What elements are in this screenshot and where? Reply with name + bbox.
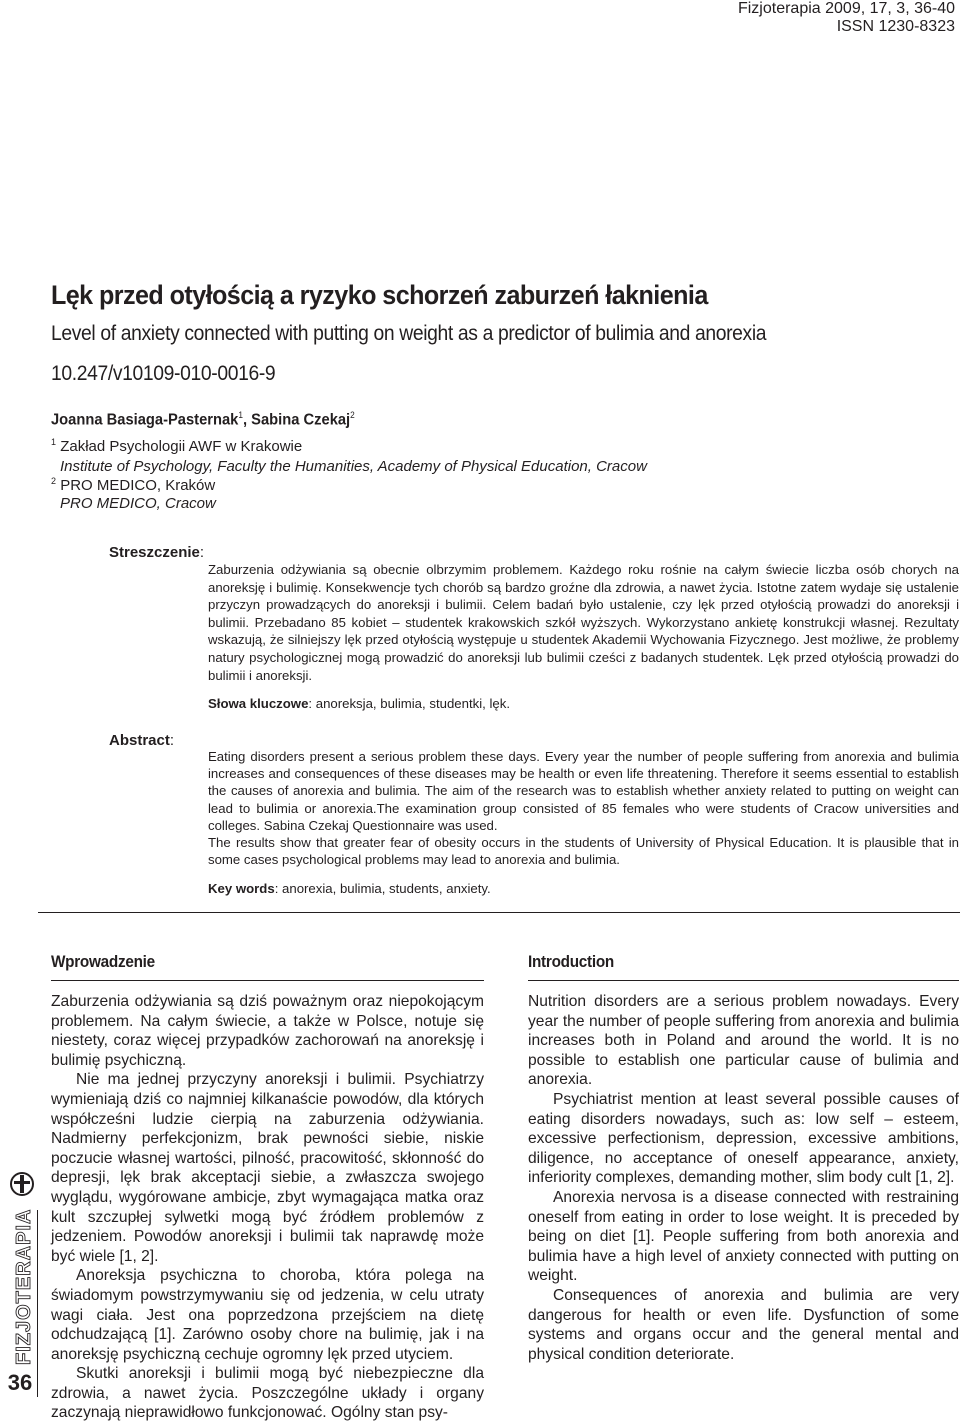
heading-introduction: Introduction bbox=[528, 952, 614, 971]
affiliation-marker: 2 bbox=[350, 410, 355, 420]
affiliation-line bbox=[51, 476, 215, 494]
author-name: Sabina Czekaj bbox=[251, 411, 351, 429]
journal-issn: ISSN 1230-8323 bbox=[836, 18, 955, 35]
affiliation-line bbox=[60, 495, 216, 512]
keywords-pl bbox=[208, 696, 510, 711]
affiliation-line bbox=[51, 437, 302, 455]
keywords-pl-label: Słowa kluczowe bbox=[208, 696, 309, 711]
paragraph: Anoreksja psychiczna to choroba, która polega na świadomym powstrzymywaniu się od jedzenia, w celu utraty wagi ciała. Jest ona poprzedzona przejściem na dietę odchudzającą [1]. Zarówno osoby chore na bulimię, jak i na anoreksję psychiczną cechuje ogromny lęk przed utyciem. bbox=[51, 1267, 484, 1363]
affiliation-line bbox=[60, 458, 647, 475]
paragraph: Consequences of anorexia and bulimia are very dangerous for health or even life. Dysfunction of some systems and organs occur and the general mental and physical condition deteriorate. bbox=[528, 1286, 959, 1363]
logo-wordmark: FIZJOTERAPIA bbox=[13, 1208, 35, 1365]
abstract-paragraph: Eating disorders present a serious problem these days. Every year the number of people suffering from anorexia and bulimia increases and consequences of these diseases may be health or even life threatening. Therefore it seems essential to establish the causes of anorexia and bulimia. The aim of the research was to establish whether anxiety related to putting on weight can lead to bulimia or anorexia.The examination group consisted of 85 females who were students of Cracow universities and colleges. Sabina Czekaj Questionnaire was used. bbox=[208, 749, 959, 833]
paragraph: Psychiatrist mention at least several possible causes of eating disorders nowadays, such as: low self – esteem, excessive perfectionism, depression, excessive ambitions, diligence, no acceptance of oneself appearance, anxiety, inferiority complexes, demanding mother, slim body cult [1, 2]. bbox=[528, 1090, 959, 1187]
journal-side-logo bbox=[6, 1170, 38, 1380]
abstract-text bbox=[208, 748, 959, 868]
paragraph: Nutrition disorders are a serious problem nowadays. Every year the number of people suffering from anorexia and bulimia increases both in Poland and around the world. It is no possible to establish one particular cause of bulimia and anorexia. bbox=[528, 993, 959, 1089]
column-rule bbox=[51, 980, 484, 981]
affiliation-text: PRO MEDICO, Cracow bbox=[60, 495, 216, 512]
title-english: Level of anxiety connected with putting on weight as a predictor of bulimia and anorexia bbox=[51, 322, 767, 345]
column-rule bbox=[528, 980, 959, 981]
keywords-pl-text: : anoreksja, bulimia, studentki, lęk. bbox=[308, 696, 510, 711]
paragraph: Skutki anoreksji i bulimii mogą być niebezpieczne dla zdrowia, a nawet życia. Poszczególne układy i organy zaczynają nieprawidłowo funkcjonować. Ogólny stan psy- bbox=[51, 1365, 484, 1422]
keywords-en-label: Key words bbox=[208, 881, 275, 896]
paragraph: Anorexia nervosa is a disease connected with restraining oneself from eating in order to lose weight. It is preceded by being on diet [1]. People suffering from both anorexia and bulimia have a high level of anxiety connected with putting on weight. bbox=[528, 1188, 959, 1285]
affiliation-text: Zakład Psychologii AWF w Krakowie bbox=[60, 438, 303, 455]
streszczenie-text: Zaburzenia odżywiania są obecnie olbrzymim problemem. Każdego roku rośnie na całym świecie liczba osób chorych na anoreksję i bulimię. Konsekwencje tych chorób są bardzo groźne dla zdrowia, a nawet życia. Istotne zatem wydaje się ustalenie przyczyn prowadzących do anoreksji i bulimii. Celem badań było ustalenie, czy lęk przed otyłością prowadzi do anoreksji i bulimii. Przebadano 85 kobiet – studentek krakowskich szkół wyższych. Wykorzystano ankietę konstrukcji własnej. Rezultaty wskazują, że silniejszy lęk przed otyłością występuje u studentek Akademii Wychowania Fizycznego. Jest możliwe, że problemy natury psychologicznej mogą prowadzić do anoreksji lub bulimii cześci z badanych studentek. Lęk przed otyłością prowadzi do bulimii i anoreksji. bbox=[208, 562, 959, 683]
abstract-paragraph: The results show that greater fear of obesity occurs in the students of University of Physical Education. It is plausible that in some cases psychological problems may lead to anorexia and bulimia. bbox=[208, 835, 959, 868]
heading-wprowadzenie: Wprowadzenie bbox=[51, 952, 155, 971]
fizjoterapia-logo-icon bbox=[6, 1170, 38, 1380]
paragraph: Nie ma jednej przyczyny anoreksji i bulimii. Psychiatrzy wymieniają dziś co najmniej kilkanaście powodów, dla których współcześni ludzie cierpią na zaburzenia odżywiania. Nadmierny perfekcjonizm, brak pewności siebie, niskie poczucie własnej wartości, pilność, pracowitość, skłonność do depresji, lęk brak akceptacji siebie, a zwłaszcza swojego wyglądu, wygórowane ambicje, zbyt wymagająca matka oraz kult szczupłej sylwetki mogą być źródłem problemów z jedzeniem. Powodów anoreksji i bulimii tak naprawdę może być wiele [1, 2]. bbox=[51, 1071, 484, 1265]
label-colon: : bbox=[169, 732, 175, 749]
affiliation-text: PRO MEDICO, Kraków bbox=[60, 477, 216, 494]
journal-header bbox=[738, 0, 955, 36]
page-number: 36 bbox=[7, 1370, 33, 1395]
doi: 10.247/v10109-010-0016-9 bbox=[51, 362, 276, 385]
abstract-label bbox=[109, 732, 174, 749]
title-polish: Lęk przed otyłością a ryzyko schorzeń zaburzeń łaknienia bbox=[51, 280, 708, 310]
authors bbox=[51, 410, 355, 429]
streszczenie-label-text: Streszczenie bbox=[109, 544, 200, 561]
abstract-label-text: Abstract bbox=[109, 732, 170, 749]
keywords-en-text: : anorexia, bulimia, students, anxiety. bbox=[274, 881, 491, 896]
streszczenie-label bbox=[109, 544, 204, 561]
affiliation-marker: 1 bbox=[51, 437, 57, 447]
left-column-text bbox=[51, 992, 484, 1423]
section-divider bbox=[38, 912, 960, 913]
affiliation-marker: 2 bbox=[51, 476, 57, 486]
author-separator: , bbox=[242, 411, 252, 429]
affiliation-marker: 1 bbox=[238, 410, 243, 420]
label-colon: : bbox=[199, 544, 205, 561]
paragraph: Zaburzenia odżywiania są dziś poważnym oraz niepokojącym problemem. Na całym świecie, a także w Polsce, notuje się niestety, coraz więcej przypadków zachorowań na anoreksję i bulimię psychiczną. bbox=[51, 993, 484, 1069]
side-vertical-rule bbox=[37, 1210, 38, 1397]
journal-citation: Fizjoterapia 2009, 17, 3, 36-40 bbox=[737, 0, 955, 17]
author-name: Joanna Basiaga-Pasternak bbox=[51, 411, 239, 429]
keywords-en bbox=[208, 881, 491, 896]
right-column-text bbox=[528, 992, 959, 1364]
affiliation-text: Institute of Psychology, Faculty the Humanities, Academy of Physical Education, Cracow bbox=[60, 458, 647, 475]
